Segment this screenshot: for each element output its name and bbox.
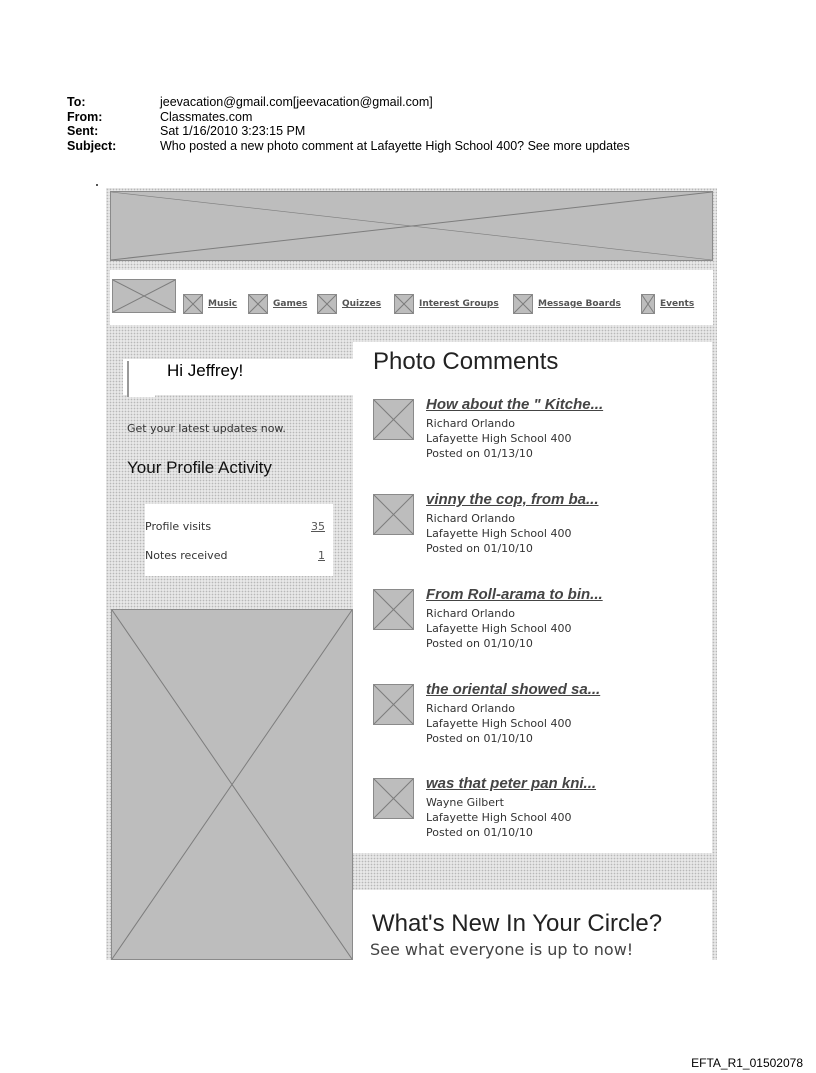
- nav-item-music[interactable]: [183, 292, 237, 316]
- nav-item-message-boards[interactable]: [513, 292, 621, 316]
- photo-comment-link[interactable]: vinny the cop, from ba...: [426, 491, 599, 508]
- to-value: jeevacation@gmail.com[jeevacation@gmail.com]: [160, 95, 433, 109]
- photo-comment-link[interactable]: How about the " Kitche...: [426, 396, 604, 413]
- from-value: Classmates.com: [160, 109, 253, 124]
- greeting: Hi Jeffrey!: [167, 361, 244, 380]
- comment-date: Posted on 01/10/10: [426, 637, 533, 650]
- subject-label: Subject:: [67, 138, 117, 153]
- comment-school: Lafayette High School 400: [426, 527, 572, 540]
- to-row: [67, 95, 630, 110]
- photo-comments-title: Photo Comments: [373, 348, 559, 375]
- nav-link-events[interactable]: Events: [660, 299, 695, 309]
- comment-author: Richard Orlando: [426, 702, 515, 715]
- speck: [96, 184, 98, 186]
- comment-date: Posted on 01/10/10: [426, 826, 533, 839]
- nav-item-interest-groups[interactable]: [394, 292, 499, 316]
- comment-date: Posted on 01/10/10: [426, 732, 533, 745]
- latest-updates-text: Get your latest updates now.: [127, 422, 286, 435]
- nav-bar: [110, 270, 713, 325]
- profile-visits-label: Profile visits: [145, 520, 212, 533]
- quizzes-icon: [317, 294, 337, 314]
- photo-comment-item: [373, 491, 708, 561]
- sent-label: Sent:: [67, 124, 99, 138]
- comment-school: Lafayette High School 400: [426, 432, 572, 445]
- document-id: EFTA_R1_01502078: [691, 1056, 803, 1070]
- photo-comments-panel: [353, 342, 712, 853]
- profile-activity-title: Your Profile Activity: [127, 458, 272, 477]
- comment-author: Wayne Gilbert: [426, 796, 504, 809]
- comment-date: Posted on 01/10/10: [426, 542, 533, 555]
- nav-item-events[interactable]: [641, 292, 694, 316]
- circle-section: [353, 890, 712, 960]
- from-label: From:: [67, 109, 103, 124]
- comment-date: Posted on 01/13/10: [426, 447, 533, 460]
- nav-item-games[interactable]: [248, 292, 307, 316]
- profile-visits-count[interactable]: 35: [311, 520, 325, 533]
- photo-comment-link[interactable]: the oriental showed sa...: [426, 681, 601, 698]
- nav-link-games[interactable]: Games: [273, 299, 308, 309]
- photo-comment-item: [373, 586, 708, 656]
- music-icon: [183, 294, 203, 314]
- profile-activity-box: [145, 504, 333, 576]
- avatar: [127, 361, 155, 397]
- games-icon: [248, 294, 268, 314]
- photo-comment-item: [373, 775, 708, 845]
- photo-thumbnail[interactable]: [373, 778, 414, 819]
- photo-comment-item: [373, 681, 708, 751]
- comment-author: Richard Orlando: [426, 512, 515, 525]
- photo-thumbnail[interactable]: [373, 494, 414, 535]
- photo-comment-item: [373, 396, 708, 466]
- photo-comment-link[interactable]: was that peter pan kni...: [426, 775, 597, 792]
- comment-school: Lafayette High School 400: [426, 717, 572, 730]
- notes-received-count[interactable]: 1: [318, 549, 325, 562]
- sidebar-ad-placeholder: [111, 609, 353, 960]
- photo-thumbnail[interactable]: [373, 399, 414, 440]
- comment-author: Richard Orlando: [426, 607, 515, 620]
- message-boards-icon: [513, 294, 533, 314]
- comment-school: Lafayette High School 400: [426, 622, 572, 635]
- photo-comment-link[interactable]: From Roll-arama to bin...: [426, 586, 603, 603]
- photo-thumbnail[interactable]: [373, 684, 414, 725]
- comment-school: Lafayette High School 400: [426, 811, 572, 824]
- sent-value: Sat 1/16/2010 3:23:15 PM: [160, 124, 306, 138]
- events-icon: [641, 294, 655, 314]
- to-label: To:: [67, 95, 86, 109]
- circle-subtitle[interactable]: See what everyone is up to now!: [370, 940, 634, 959]
- banner-image-placeholder: [110, 191, 713, 261]
- sent-row: [67, 124, 630, 139]
- nav-link-interest-groups[interactable]: Interest Groups: [419, 299, 499, 309]
- email-header: [67, 95, 630, 153]
- nav-link-quizzes[interactable]: Quizzes: [342, 299, 382, 309]
- subject-row: [67, 139, 630, 154]
- from-row: [67, 110, 630, 125]
- email-body: [106, 188, 717, 960]
- nav-link-message-boards[interactable]: Message Boards: [538, 299, 621, 309]
- interest-groups-icon: [394, 294, 414, 314]
- notes-received-label: Notes received: [145, 549, 228, 562]
- comment-author: Richard Orlando: [426, 417, 515, 430]
- nav-item-quizzes[interactable]: [317, 292, 381, 316]
- nav-link-music[interactable]: Music: [208, 299, 238, 309]
- logo-placeholder: [112, 279, 176, 313]
- subject-value: Who posted a new photo comment at Lafayette High School 400? See more updates: [160, 138, 630, 153]
- photo-thumbnail[interactable]: [373, 589, 414, 630]
- circle-title: What's New In Your Circle?: [372, 910, 663, 937]
